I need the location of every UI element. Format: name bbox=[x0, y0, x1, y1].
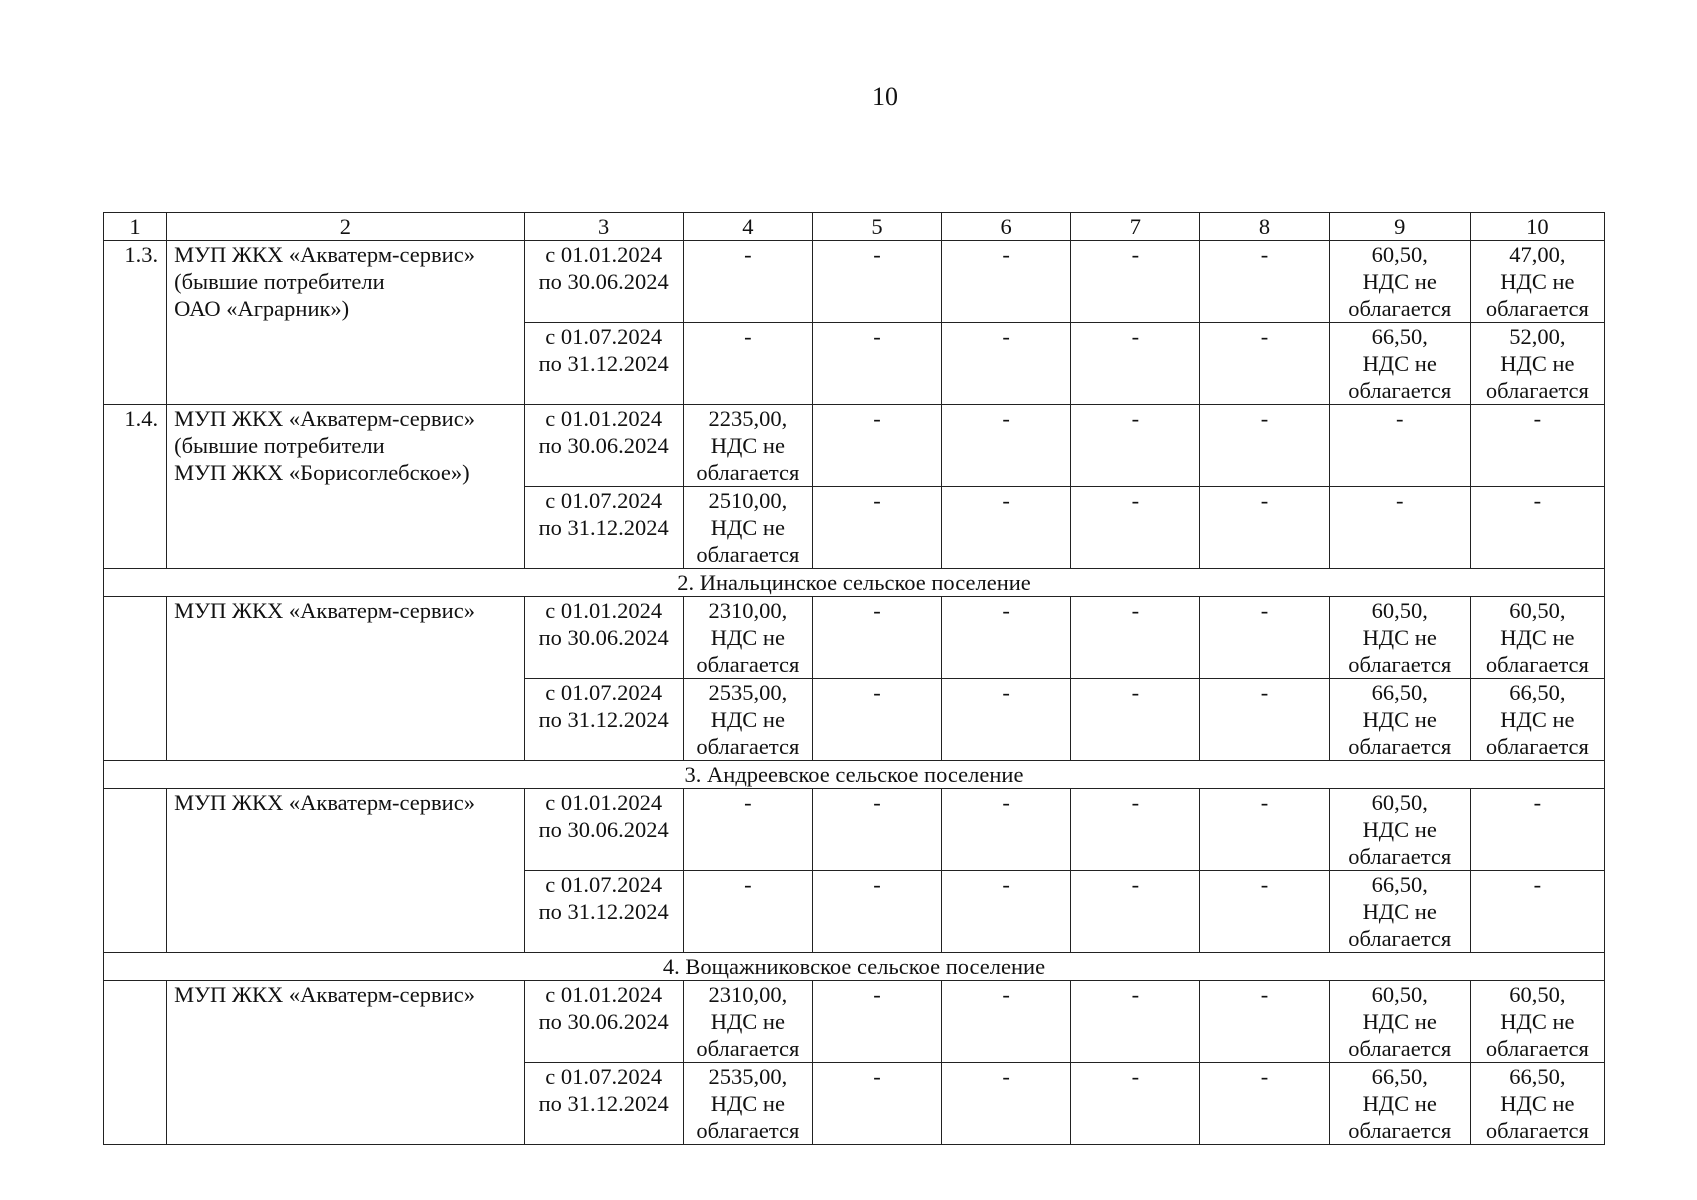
section-heading: 2. Инальцинское сельское поселение bbox=[104, 569, 1605, 597]
tariff-cell-col9 bbox=[1329, 323, 1470, 405]
tariff-cell-c7: - bbox=[1071, 1063, 1200, 1145]
tariff-value-line: - bbox=[1395, 406, 1404, 431]
period-line: по 31.12.2024 bbox=[538, 351, 669, 376]
tariff-value-line: 2310,00, bbox=[708, 982, 788, 1007]
tariff-value-line: НДС не bbox=[710, 625, 785, 650]
tariff-cell-c8: - bbox=[1200, 981, 1329, 1063]
organization-line: МУП ЖКХ «Борисоглебское») bbox=[174, 460, 470, 485]
period-line: по 30.06.2024 bbox=[538, 1009, 669, 1034]
tariff-cell-col10 bbox=[1470, 1063, 1604, 1145]
tariff-value-line: облагается bbox=[1485, 1036, 1589, 1061]
tariff-cell-col4 bbox=[683, 405, 812, 487]
tariff-cell-c6: - bbox=[942, 679, 1071, 761]
table-body bbox=[104, 213, 1605, 1145]
organization-line: (бывшие потребители bbox=[174, 433, 385, 458]
tariff-cell-c5: - bbox=[812, 241, 941, 323]
tariff-value-line: НДС не bbox=[1500, 351, 1575, 376]
tariff-table bbox=[103, 212, 1605, 1145]
tariff-cell-c5: - bbox=[812, 323, 941, 405]
tariff-value-line: - bbox=[1533, 406, 1542, 431]
period-cell bbox=[524, 405, 683, 487]
page-number: 10 bbox=[872, 82, 898, 111]
organization-line: МУП ЖКХ «Акватерм-сервис» bbox=[174, 242, 475, 267]
tariff-cell-col9 bbox=[1329, 487, 1470, 569]
tariff-value-line: НДС не bbox=[1500, 707, 1575, 732]
column-number: 6 bbox=[942, 213, 1071, 241]
tariff-cell-c5: - bbox=[812, 1063, 941, 1145]
tariff-cell-col9 bbox=[1329, 241, 1470, 323]
tariff-value-line: НДС не bbox=[1362, 351, 1437, 376]
tariff-value-line: облагается bbox=[1348, 1036, 1452, 1061]
tariff-value-line: облагается bbox=[1485, 296, 1589, 321]
column-number-row bbox=[104, 213, 1605, 241]
tariff-row bbox=[104, 405, 1605, 487]
organization-line: МУП ЖКХ «Акватерм-сервис» bbox=[174, 982, 475, 1007]
tariff-value-line: НДС не bbox=[1362, 1009, 1437, 1034]
period-cell bbox=[524, 323, 683, 405]
tariff-cell-c7: - bbox=[1071, 981, 1200, 1063]
tariff-value-line: НДС не bbox=[1500, 1091, 1575, 1116]
period-cell bbox=[524, 679, 683, 761]
tariff-cell-c7: - bbox=[1071, 597, 1200, 679]
organization-cell bbox=[167, 405, 524, 569]
organization-cell bbox=[167, 241, 524, 405]
tariff-value-line: облагается bbox=[1485, 734, 1589, 759]
tariff-value-line: 66,50, bbox=[1371, 1064, 1428, 1089]
tariff-value-line: 60,50, bbox=[1509, 598, 1566, 623]
tariff-cell-c5: - bbox=[812, 679, 941, 761]
tariff-value-line: облагается bbox=[1348, 378, 1452, 403]
tariff-value-line: облагается bbox=[1348, 734, 1452, 759]
tariff-cell-c7: - bbox=[1071, 487, 1200, 569]
tariff-row bbox=[104, 597, 1605, 679]
item-number-cell: 1.3. bbox=[104, 241, 167, 405]
period-line: с 01.07.2024 bbox=[545, 680, 663, 705]
tariff-cell-c5: - bbox=[812, 597, 941, 679]
tariff-cell-c5: - bbox=[812, 487, 941, 569]
item-number-cell bbox=[104, 981, 167, 1145]
tariff-cell-col9 bbox=[1329, 1063, 1470, 1145]
period-line: с 01.01.2024 bbox=[545, 598, 663, 623]
tariff-cell-col4 bbox=[683, 789, 812, 871]
tariff-value-line: облагается bbox=[696, 1118, 800, 1143]
tariff-value-line: 66,50, bbox=[1371, 324, 1428, 349]
tariff-cell-col10 bbox=[1470, 871, 1604, 953]
column-number: 4 bbox=[683, 213, 812, 241]
period-cell bbox=[524, 981, 683, 1063]
tariff-cell-col9 bbox=[1329, 597, 1470, 679]
organization-line: МУП ЖКХ «Акватерм-сервис» bbox=[174, 790, 475, 815]
tariff-value-line: - bbox=[744, 872, 752, 897]
tariff-value-line: - bbox=[1533, 790, 1542, 815]
tariff-cell-c6: - bbox=[942, 241, 1071, 323]
column-number: 7 bbox=[1071, 213, 1200, 241]
period-line: с 01.01.2024 bbox=[545, 242, 663, 267]
tariff-cell-col4 bbox=[683, 981, 812, 1063]
tariff-cell-col9 bbox=[1329, 679, 1470, 761]
organization-cell bbox=[167, 789, 524, 953]
organization-line: (бывшие потребители bbox=[174, 269, 385, 294]
period-cell bbox=[524, 487, 683, 569]
tariff-cell-c5: - bbox=[812, 405, 941, 487]
section-heading-row bbox=[104, 761, 1605, 789]
tariff-value-line: НДС не bbox=[1362, 817, 1437, 842]
period-line: по 31.12.2024 bbox=[538, 515, 669, 540]
tariff-cell-c6: - bbox=[942, 981, 1071, 1063]
tariff-value-line: 2235,00, bbox=[708, 406, 788, 431]
tariff-value-line: НДС не bbox=[710, 1091, 785, 1116]
tariff-cell-c8: - bbox=[1200, 241, 1329, 323]
tariff-value-line: 60,50, bbox=[1371, 242, 1428, 267]
tariff-cell-col4 bbox=[683, 323, 812, 405]
tariff-cell-c8: - bbox=[1200, 871, 1329, 953]
tariff-value-line: 66,50, bbox=[1509, 680, 1566, 705]
tariff-cell-col10 bbox=[1470, 597, 1604, 679]
tariff-cell-c8: - bbox=[1200, 789, 1329, 871]
tariff-value-line: НДС не bbox=[1362, 1091, 1437, 1116]
tariff-cell-col10 bbox=[1470, 405, 1604, 487]
organization-cell bbox=[167, 597, 524, 761]
tariff-cell-col9 bbox=[1329, 871, 1470, 953]
tariff-cell-c8: - bbox=[1200, 597, 1329, 679]
section-heading: 4. Вощажниковское сельское поселение bbox=[104, 953, 1605, 981]
tariff-cell-c5: - bbox=[812, 981, 941, 1063]
tariff-value-line: облагается bbox=[1485, 652, 1589, 677]
tariff-value-line: - bbox=[1533, 872, 1542, 897]
tariff-value-line: 60,50, bbox=[1509, 982, 1566, 1007]
column-number: 3 bbox=[524, 213, 683, 241]
period-line: по 30.06.2024 bbox=[538, 269, 669, 294]
tariff-value-line: облагается bbox=[696, 652, 800, 677]
period-line: по 30.06.2024 bbox=[538, 817, 669, 842]
tariff-row bbox=[104, 981, 1605, 1063]
tariff-cell-col10 bbox=[1470, 679, 1604, 761]
period-line: с 01.01.2024 bbox=[545, 790, 663, 815]
period-line: с 01.01.2024 bbox=[545, 982, 663, 1007]
period-line: с 01.07.2024 bbox=[545, 1064, 663, 1089]
item-number-cell: 1.4. bbox=[104, 405, 167, 569]
tariff-cell-c7: - bbox=[1071, 789, 1200, 871]
section-heading: 3. Андреевское сельское поселение bbox=[104, 761, 1605, 789]
tariff-cell-c6: - bbox=[942, 597, 1071, 679]
tariff-value-line: НДС не bbox=[1500, 625, 1575, 650]
tariff-value-line: облагается bbox=[1348, 1118, 1452, 1143]
tariff-cell-col4 bbox=[683, 597, 812, 679]
tariff-value-line: 60,50, bbox=[1371, 598, 1428, 623]
tariff-value-line: - bbox=[744, 790, 752, 815]
tariff-cell-c8: - bbox=[1200, 405, 1329, 487]
tariff-cell-c6: - bbox=[942, 871, 1071, 953]
tariff-value-line: облагается bbox=[1348, 926, 1452, 951]
tariff-cell-c6: - bbox=[942, 789, 1071, 871]
tariff-cell-col9 bbox=[1329, 405, 1470, 487]
period-line: по 31.12.2024 bbox=[538, 1091, 669, 1116]
tariff-value-line: НДС не bbox=[710, 1009, 785, 1034]
period-line: по 31.12.2024 bbox=[538, 899, 669, 924]
tariff-cell-col4 bbox=[683, 241, 812, 323]
tariff-cell-col10 bbox=[1470, 323, 1604, 405]
tariff-cell-c6: - bbox=[942, 323, 1071, 405]
tariff-value-line: 66,50, bbox=[1371, 872, 1428, 897]
period-cell bbox=[524, 597, 683, 679]
tariff-value-line: - bbox=[1395, 488, 1404, 513]
column-number: 9 bbox=[1329, 213, 1470, 241]
tariff-value-line: 66,50, bbox=[1509, 1064, 1566, 1089]
tariff-value-line: 2510,00, bbox=[708, 488, 788, 513]
tariff-value-line: НДС не bbox=[1500, 269, 1575, 294]
organization-line: ОАО «Аграрник») bbox=[174, 296, 350, 321]
tariff-cell-col10 bbox=[1470, 241, 1604, 323]
tariff-cell-c8: - bbox=[1200, 323, 1329, 405]
tariff-cell-c8: - bbox=[1200, 1063, 1329, 1145]
tariff-value-line: - bbox=[744, 324, 752, 349]
tariff-cell-col4 bbox=[683, 871, 812, 953]
period-line: с 01.07.2024 bbox=[545, 324, 663, 349]
tariff-cell-c7: - bbox=[1071, 679, 1200, 761]
tariff-cell-c7: - bbox=[1071, 241, 1200, 323]
column-number: 5 bbox=[812, 213, 941, 241]
tariff-cell-col10 bbox=[1470, 981, 1604, 1063]
tariff-cell-c7: - bbox=[1071, 323, 1200, 405]
tariff-cell-c5: - bbox=[812, 789, 941, 871]
column-number: 8 bbox=[1200, 213, 1329, 241]
organization-line: МУП ЖКХ «Акватерм-сервис» bbox=[174, 598, 475, 623]
tariff-value-line: облагается bbox=[696, 542, 800, 567]
tariff-value-line: 52,00, bbox=[1509, 324, 1566, 349]
item-number-cell bbox=[104, 789, 167, 953]
period-line: по 30.06.2024 bbox=[538, 625, 669, 650]
tariff-value-line: облагается bbox=[1348, 652, 1452, 677]
tariff-value-line: НДС не bbox=[710, 433, 785, 458]
tariff-value-line: - bbox=[1533, 488, 1542, 513]
tariff-value-line: 2310,00, bbox=[708, 598, 788, 623]
tariff-value-line: 2535,00, bbox=[708, 1064, 788, 1089]
tariff-row bbox=[104, 789, 1605, 871]
period-cell bbox=[524, 871, 683, 953]
tariff-cell-col9 bbox=[1329, 789, 1470, 871]
tariff-value-line: облагается bbox=[696, 734, 800, 759]
period-cell bbox=[524, 241, 683, 323]
tariff-cell-c7: - bbox=[1071, 871, 1200, 953]
period-cell bbox=[524, 789, 683, 871]
column-number: 2 bbox=[167, 213, 524, 241]
tariff-value-line: облагается bbox=[696, 460, 800, 485]
tariff-value-line: 66,50, bbox=[1371, 680, 1428, 705]
period-line: по 30.06.2024 bbox=[538, 433, 669, 458]
tariff-cell-col10 bbox=[1470, 487, 1604, 569]
tariff-value-line: НДС не bbox=[710, 707, 785, 732]
period-line: с 01.01.2024 bbox=[545, 406, 663, 431]
tariff-cell-col9 bbox=[1329, 981, 1470, 1063]
tariff-value-line: облагается bbox=[1485, 378, 1589, 403]
item-number-cell bbox=[104, 597, 167, 761]
tariff-value-line: облагается bbox=[1348, 296, 1452, 321]
tariff-cell-col4 bbox=[683, 487, 812, 569]
tariff-value-line: - bbox=[744, 242, 752, 267]
period-line: по 31.12.2024 bbox=[538, 707, 669, 732]
tariff-cell-c5: - bbox=[812, 871, 941, 953]
organization-line: МУП ЖКХ «Акватерм-сервис» bbox=[174, 406, 475, 431]
tariff-value-line: облагается bbox=[1348, 844, 1452, 869]
tariff-row bbox=[104, 241, 1605, 323]
organization-cell bbox=[167, 981, 524, 1145]
tariff-cell-c6: - bbox=[942, 487, 1071, 569]
period-line: с 01.07.2024 bbox=[545, 872, 663, 897]
tariff-cell-c6: - bbox=[942, 1063, 1071, 1145]
period-line: с 01.07.2024 bbox=[545, 488, 663, 513]
tariff-value-line: НДС не bbox=[1362, 707, 1437, 732]
tariff-value-line: 47,00, bbox=[1509, 242, 1566, 267]
section-heading-row bbox=[104, 953, 1605, 981]
tariff-cell-c8: - bbox=[1200, 487, 1329, 569]
tariff-value-line: НДС не bbox=[1362, 625, 1437, 650]
tariff-cell-c6: - bbox=[942, 405, 1071, 487]
section-heading-row bbox=[104, 569, 1605, 597]
tariff-cell-col4 bbox=[683, 1063, 812, 1145]
period-cell bbox=[524, 1063, 683, 1145]
tariff-value-line: 60,50, bbox=[1371, 982, 1428, 1007]
tariff-cell-c8: - bbox=[1200, 679, 1329, 761]
column-number: 10 bbox=[1470, 213, 1604, 241]
tariff-value-line: 2535,00, bbox=[708, 680, 788, 705]
tariff-value-line: облагается bbox=[1485, 1118, 1589, 1143]
tariff-cell-col10 bbox=[1470, 789, 1604, 871]
tariff-value-line: НДС не bbox=[710, 515, 785, 540]
tariff-value-line: облагается bbox=[696, 1036, 800, 1061]
tariff-value-line: 60,50, bbox=[1371, 790, 1428, 815]
tariff-cell-c7: - bbox=[1071, 405, 1200, 487]
tariff-value-line: НДС не bbox=[1362, 899, 1437, 924]
column-number: 1 bbox=[104, 213, 167, 241]
tariff-cell-col4 bbox=[683, 679, 812, 761]
tariff-value-line: НДС не bbox=[1500, 1009, 1575, 1034]
tariff-value-line: НДС не bbox=[1362, 269, 1437, 294]
